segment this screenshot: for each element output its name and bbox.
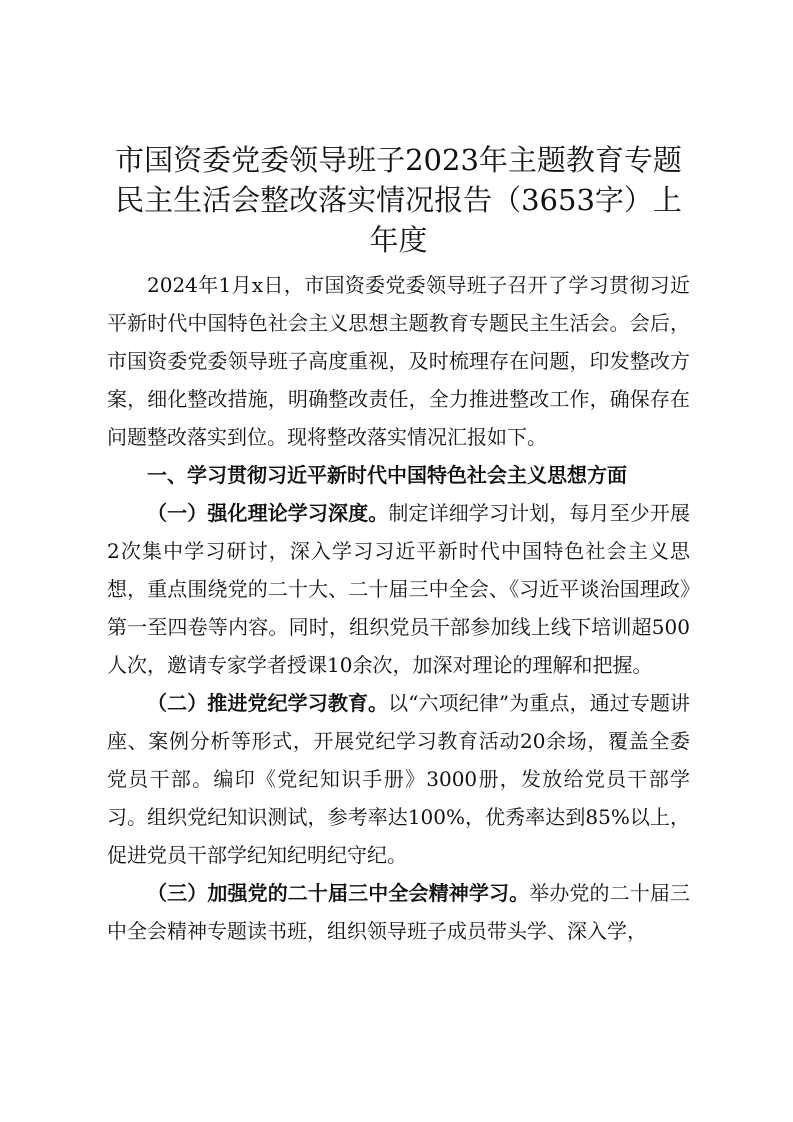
document-page	[107, 140, 690, 950]
document-title: 市国资委党委领导班子2023年主题教育专题民主生活会整改落实情况报告（3653字）上年度	[115, 143, 682, 257]
item-title: （三）加强党的二十届三中全会精神学习。	[147, 881, 530, 905]
item-title: （二）推进党纪学习教育。	[147, 691, 389, 715]
section-item-1	[107, 494, 690, 684]
intro-paragraph: 2024年1月x日，市国资委党委领导班子召开了学习贯彻习近平新时代中国特色社会主义思想主题教育专题民主生活会。会后，市国资委党委领导班子高度重视，及时梳理存在问题，印发整改方案，细化整改措施，明确整改责任，全力推进整改工作，确保存在问题整改落实到位。现将整改落实情况汇报如下。	[107, 273, 690, 449]
item-body: 制定详细学习计划，每月至少开展2次集中学习研讨，深入学习习近平新时代中国特色社会主义思想，重点围绕党的二十大、二十届三中全会、《习近平谈治国理政》第一至四卷等内容。同时，组织党员干部参加线上线下培训超500人次，邀请专家学者授课10余次，加深对理论的理解和把握。	[107, 501, 691, 677]
item-body: 以“六项纪律”为重点，通过专题讲座、案例分析等形式，开展党纪学习教育活动20余场，覆盖全委党员干部。编印《党纪知识手册》3000册，发放给党员干部学习。组织党纪知识测试，参考率达100%，优秀率达到85%以上，促进党员干部学纪知纪明纪守纪。	[107, 691, 691, 867]
section-item-3	[107, 874, 690, 950]
item-title: （一）强化理论学习深度。	[147, 501, 389, 525]
section-heading: 一、学习贯彻习近平新时代中国特色社会主义思想方面	[147, 463, 627, 487]
item-body: 举办党的二十届三中全会精神专题读书班，组织领导班子成员带头学、深入学，	[107, 881, 691, 943]
section-item-2	[107, 684, 690, 874]
